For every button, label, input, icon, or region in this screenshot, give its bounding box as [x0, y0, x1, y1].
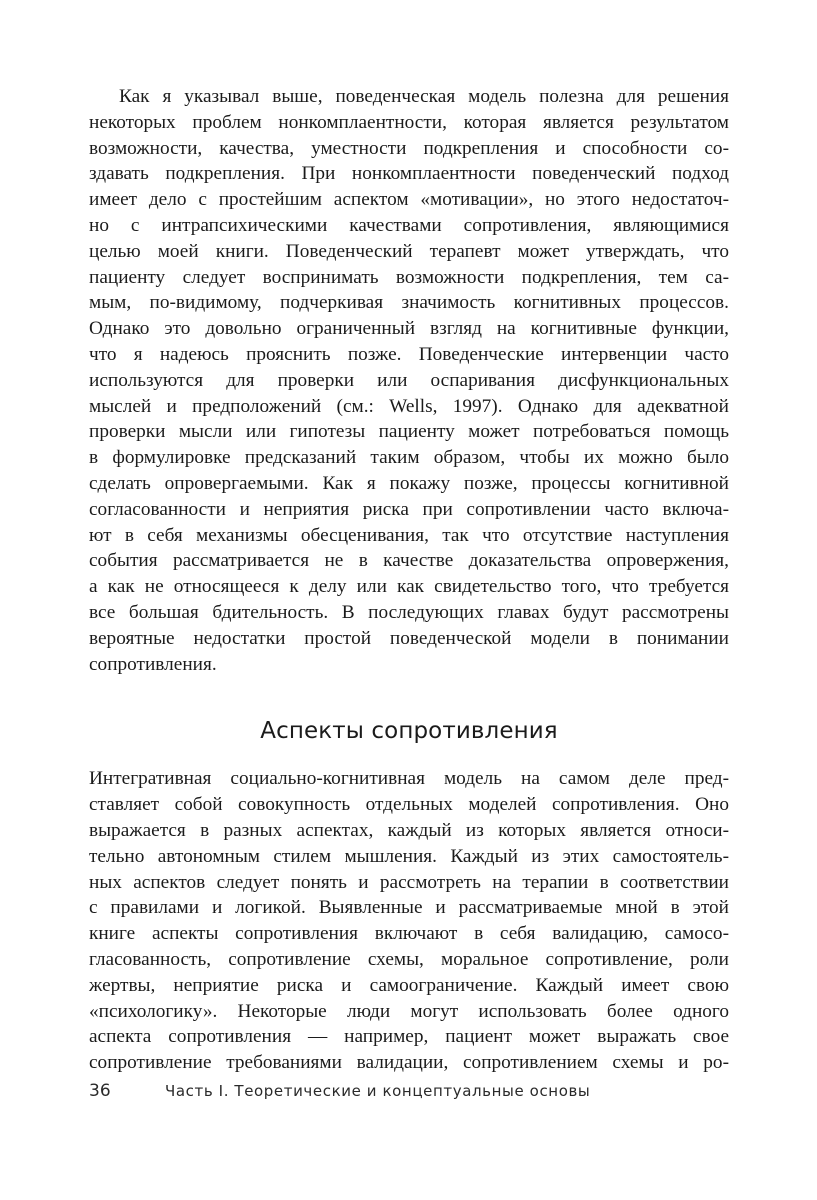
- text-line: тельно автономным стилем мышления. Каждый из этих самостоятель-: [89, 845, 729, 867]
- paragraph-integrative-model: [89, 766, 729, 1076]
- text-line: книге аспекты сопротивления включают в себя валидацию, самосо-: [89, 923, 729, 945]
- text-line: имеет дело с простейшим аспектом «мотивации», но этого недостаточ-: [89, 189, 729, 211]
- text-line: сделать опровергаемыми. Как я покажу позже, процессы когнитивной: [89, 472, 729, 494]
- text-line: с правилами и логикой. Выявленные и рассматриваемые мной в этой: [89, 897, 729, 919]
- text-line: сопротивления.: [89, 653, 217, 675]
- text-line: жертвы, неприятие риска и самоограничение. Каждый имеет свою: [89, 974, 729, 996]
- text-line: Как я указывал выше, поведенческая модель полезна для решения: [119, 86, 729, 107]
- text-line: возможности, качества, уместности подкрепления и способности со-: [89, 137, 729, 159]
- text-line: целью моей книги. Поведенческий терапевт может утверждать, что: [89, 240, 729, 262]
- text-line: в формулировке предсказаний таким образом, чтобы их можно было: [89, 447, 729, 469]
- page-footer: [89, 1081, 590, 1101]
- text-line: здавать подкрепления. При нонкомплаентности поведенческий подход: [89, 163, 729, 185]
- text-line: согласованности и неприятия риска при сопротивлении часто включа-: [89, 498, 729, 520]
- text-line: ют в себя механизмы обесценивания, так что отсутствие наступления: [89, 524, 729, 546]
- text-line: мыслей и предположений (см.: Wells, 1997). Однако для адекватной: [89, 395, 729, 417]
- text-line: вероятные недостатки простой поведенческой модели в понимании: [89, 627, 729, 649]
- text-line: ных аспектов следует понять и рассмотреть на терапии в соответствии: [89, 871, 729, 893]
- text-line: а как не относящееся к делу или как свидетельство того, что требуется: [89, 576, 729, 598]
- text-line: некоторых проблем нонкомплаентности, которая является результатом: [89, 111, 729, 133]
- running-title: Часть I. Теоретические и концептуальные основы: [165, 1082, 591, 1100]
- section-heading: Аспекты сопротивления: [260, 718, 558, 745]
- text-line: пациенту следует воспринимать возможности подкрепления, тем са-: [89, 266, 729, 288]
- text-line: гласованность, сопротивление схемы, моральное сопротивление, роли: [89, 948, 729, 970]
- text-line: «психологику». Некоторые люди могут использовать более одного: [89, 1000, 729, 1022]
- text-line: все большая бдительность. В последующих главах будут рассмотрены: [89, 601, 729, 623]
- text-line: ставляет собой совокупность отдельных моделей сопротивления. Оно: [89, 794, 729, 816]
- text-line: Интегративная социально-когнитивная модель на самом деле пред-: [89, 768, 729, 790]
- text-line: что я надеюсь прояснить позже. Поведенческие интервенции часто: [89, 343, 729, 365]
- text-line: мым, по-видимому, подчеркивая значимость когнитивных процессов.: [89, 292, 729, 314]
- text-line: используются для проверки или оспаривания дисфункциональных: [89, 369, 729, 391]
- text-line: события рассматривается не в качестве доказательства опровержения,: [89, 550, 729, 572]
- text-line: сопротивление требованиями валидации, сопротивлением схемы и ро-: [89, 1052, 729, 1074]
- text-line: аспекта сопротивления — например, пациент может выражать свое: [89, 1026, 729, 1048]
- page-number: 36: [89, 1081, 111, 1101]
- text-line: но с интрапсихическими качествами сопротивления, являющимися: [89, 214, 729, 236]
- page-body: [89, 84, 729, 1076]
- text-line: Однако это довольно ограниченный взгляд на когнитивные функции,: [89, 318, 729, 340]
- text-line: проверки мысли или гипотезы пациенту может потребоваться помощь: [89, 421, 729, 443]
- text-line: выражается в разных аспектах, каждый из которых является относи-: [89, 819, 729, 841]
- paragraph-behavioral-model: [89, 84, 729, 677]
